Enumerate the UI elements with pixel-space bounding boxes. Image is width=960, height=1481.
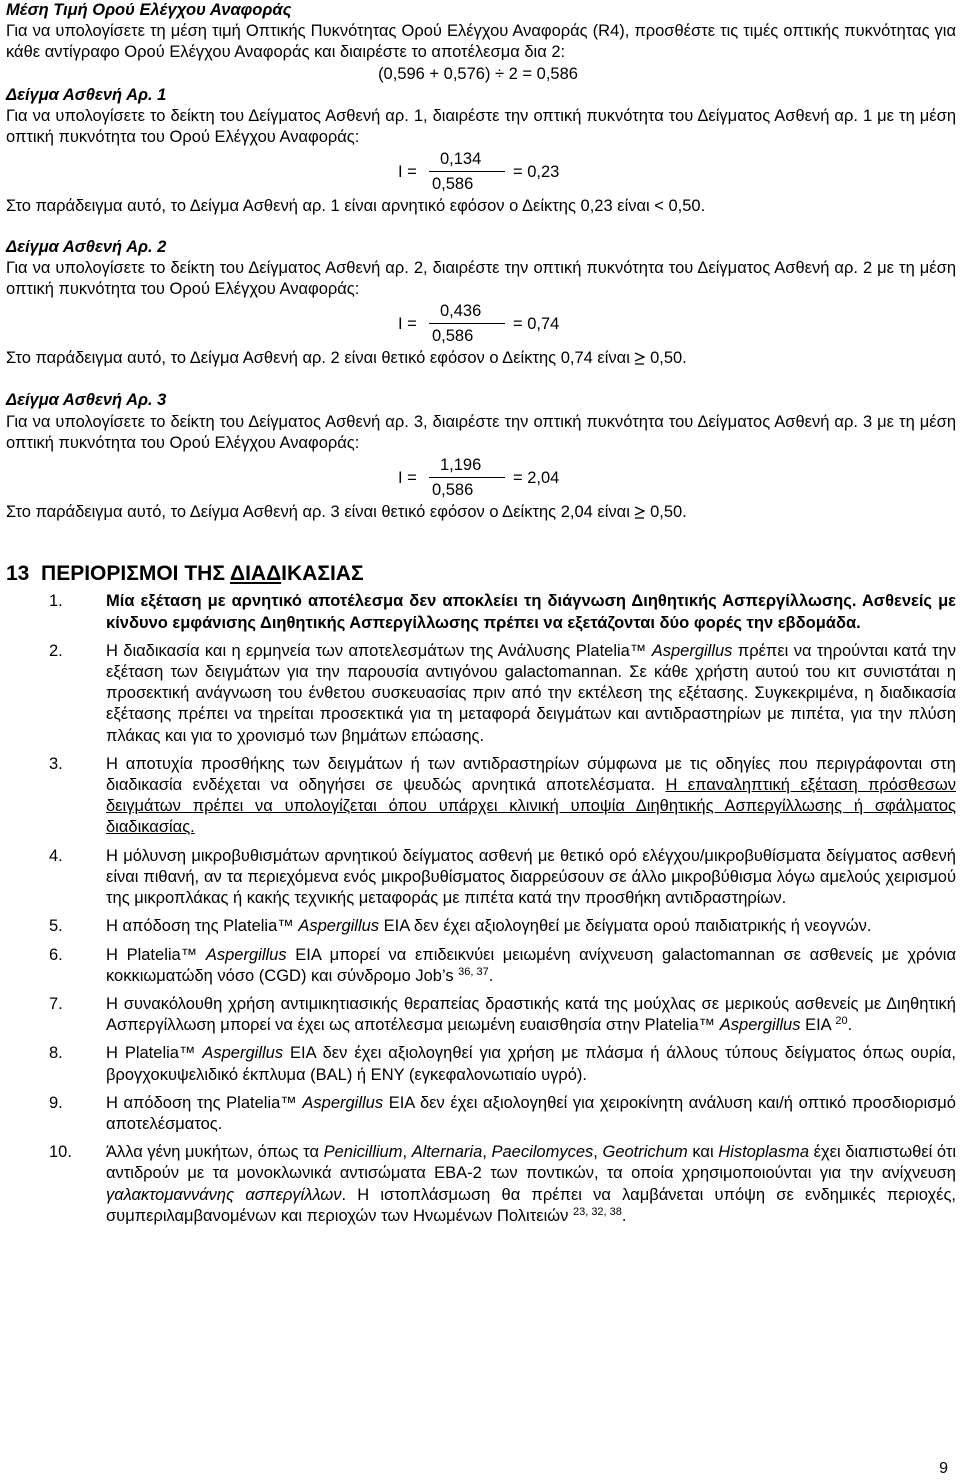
- list-item: 10. Άλλα γένη μυκήτων, όπως τα Penicillium, Alternaria, Paecilomyces, Geotrichum και Histoplasma έχει διαπιστωθεί ότι αντιδρούν με τα μονοκλωνικά αντισώματα EBA-2 των ποντικών, τα οποία χρησιμοποιούνται για την ανίχνευση γαλακτομαννάνης ασπεργίλλων. Η ιστοπλάσμωση θα πρέπει να λαμβάνεται υπόψη σε ενδημικές περιοχές, συμπεριλαμβανομένων και περιοχών των Ηνωμένων Πολιτειών $^{23, 32, 38}$.: [49, 1143, 957, 1225]
- formula-lhs: I =: [398, 315, 417, 334]
- page-number: 9: [939, 1460, 948, 1477]
- list-item: 1. Μία εξέταση με αρνητικό αποτέλεσμα δεν αποκλείει τη διάγνωση Διηθητικής Ασπεργίλλωσης. Ασθενείς με κίνδυνο εμφάνισης Διηθητικής Ασπεργίλλωσης πρέπει να εξετάζονται δύο φορές την εβδομάδα.: [49, 592, 956, 632]
- greater-equal-icon: [634, 350, 645, 371]
- list-item: 3. Η αποτυχία προσθήκης των δειγμάτων ή των αντιδραστηρίων σύμφωνα με τις οδηγίες που περιγράφονται στη διαδικασία ενδέχεται να οδηγήσει σε ψευδώς αρνητικά αποτελέσματα. Η επαναληπτική εξέταση πρόσθεσων δειγμάτων πρέπει να υπολογίζεται όπου υπάρχει κλινική υποψία Διηθητικής Ασπεργίλλωσης ή σφάλματος διαδικασίας.: [49, 754, 957, 837]
- sample-1-conclusion: Στο παράδειγμα αυτό, το Δείγμα Ασθενή αρ. 1 είναι αρνητικό εφόσον ο Δείκτης 0,23 είναι < 0,50.: [6, 197, 706, 216]
- formula-denominator: 0,586: [432, 327, 474, 346]
- list-item: 5. Η απόδοση της Platelia™ Aspergillus EIA δεν έχει αξιολογηθεί με δείγματα ορού παιδιατρικής ή νεογνών.: [49, 917, 872, 936]
- list-item: 9. Η απόδοση της Platelia™ Aspergillus EIA δεν έχει αξιολογηθεί για χειροκίνητη ανάλυση και/ή οπτικό προσδιορισμό αποτελέσματος.: [49, 1093, 956, 1133]
- list-item: 7. Η συνακόλουθη χρήση αντιμικητιασικής θεραπείας δραστικής κατά της μούχλας σε μερικούς ασθενείς με Διηθητική Ασπεργίλλωση μπορεί να έχει ως αποτέλεσμα μειωμένη ευαισθησία στην Platelia™ Aspergillus EIA $^{20}$.: [49, 994, 956, 1035]
- sample-2-text: Για να υπολογίσετε το δείκτη του Δείγματος Ασθενή αρ. 2, διαιρέστε την οπτική πυκνότητα του Δείγματος Ασθενή αρ. 2 με τη μέση οπτική πυκνότητα του Ορού Ελέγχου Αναφοράς:: [6, 258, 956, 299]
- sample-2-heading: Δείγμα Ασθενή Αρ. 2: [6, 237, 167, 256]
- formula-denominator: 0,586: [432, 481, 474, 500]
- sample-1-text: Για να υπολογίσετε το δείκτη του Δείγματος Ασθενή αρ. 1, διαιρέστε την οπτική πυκνότητα του Δείγματος Ασθενή αρ. 1 με τη μέση οπτική πυκνότητα του Ορού Ελέγχου Αναφοράς:: [6, 107, 956, 147]
- mean-text: Για να υπολογίσετε τη μέση τιμή Οπτικής Πυκνότητας Ορού Ελέγχου Αναφοράς (R4), προσθέστε τις τιμές οπτικής πυκνότητας για κάθε αντίγραφο Ορού Ελέγχου Αναφοράς και διαιρέστε το αποτέλεσμα δια 2:: [6, 22, 956, 62]
- formula-lhs: I =: [398, 469, 417, 488]
- list-item: 2. Η διαδικασία και η ερμηνεία των αποτελεσμάτων της Ανάλυσης Platelia™ Aspergillus πρέπει να τηρούνται κατά την εξέταση των δειγμάτων για την παρουσία αντιγόνου galactomannan. Σε κάθε χρήστη αυτού του κιτ συνιστάται η προσεκτική ανάγνωση του ένθετου συσκευασίας πριν από την εκτέλεση της εξέτασης. Συγκεκριμένα, η διαδικασία εξέτασης πρέπει να τηρείται προσεκτικά για τη μεταφορά δειγμάτων και αντιδραστηρίων με πιπέτα, για την πλύση πλάκας και για το χρονισμό των βημάτων επώασης.: [49, 641, 956, 745]
- limitations-list: [6, 591, 956, 1226]
- list-item: 6. Η Platelia™ Aspergillus EIA μπορεί να επιδεικνύει μειωμένη ανίχνευση galactomannan σε ασθενείς με χρόνια κοκκιωματώδη νόσο (CGD) και σύνδρομο Job’s $^{36, 37}$.: [49, 945, 957, 985]
- mean-formula: (0,596 + 0,576) ÷ 2 = 0,586: [378, 64, 578, 83]
- list-item: 4. Η μόλυνση μικροβυθισμάτων αρνητικού δείγματος ασθενή με θετικό ορό ελέγχου/μικροβυθίσματα δείγματος ασθενή είναι πιθανή, αν τα περιεχόμενα ενός μικροβυθίσματος διαρρεύσουν σε άλλο μικροβύθισμα λόγω αμελούς χειρισμού της μικροπλάκας ή κακής τεχνικής μεταφοράς με πιπέτα κατά την προσθήκη αντιδραστηρίων.: [49, 846, 956, 908]
- formula-numerator: 0,134: [440, 150, 482, 169]
- sample-1-heading: Δείγμα Ασθενή Αρ. 1: [6, 85, 167, 104]
- fraction-bar: [429, 477, 505, 478]
- formula-result: = 0,74: [513, 315, 560, 334]
- formula-numerator: 0,436: [440, 302, 482, 321]
- formula-lhs: I =: [398, 163, 417, 182]
- section-heading: 13 ΠΕΡΙΟΡΙΣΜΟΙ ΤΗΣ ΔΙΑΔΙΚΑΣΙΑΣ: [6, 562, 364, 586]
- sample-3-conclusion: Στο παράδειγμα αυτό, το Δείγμα Ασθενή αρ. 3 είναι θετικό εφόσον ο Δείκτης 2,04 είναι 0,50.: [6, 502, 956, 525]
- fraction-bar: [429, 171, 505, 172]
- formula-result: = 0,23: [513, 163, 560, 182]
- sample-3-formula: [6, 454, 956, 502]
- sample-3-heading: Δείγμα Ασθενή Αρ. 3: [6, 391, 167, 410]
- formula-denominator: 0,586: [432, 175, 474, 194]
- sample-2-formula: [6, 300, 956, 348]
- document-page: [6, 0, 956, 1234]
- greater-equal-icon: [634, 504, 645, 525]
- mean-heading: Μέση Τιμή Ορού Ελέγχου Αναφοράς: [6, 1, 292, 19]
- sample-1-formula: [6, 148, 956, 196]
- list-item: 8. Η Platelia™ Aspergillus EIA δεν έχει αξιολογηθεί για χρήση με πλάσμα ή άλλους τύπους δείγματος όπως ουρία, βρογχοκυψελιδικό έκπλυμα (BAL) ή ENY (εγκεφαλονωτιαίο υγρό).: [49, 1044, 956, 1084]
- sample-2-conclusion: Στο παράδειγμα αυτό, το Δείγμα Ασθενή αρ. 2 είναι θετικό εφόσον ο Δείκτης 0,74 είναι 0,50.: [6, 348, 956, 371]
- formula-numerator: 1,196: [440, 456, 482, 475]
- fraction-bar: [429, 323, 505, 324]
- formula-result: = 2,04: [513, 469, 560, 488]
- sample-3-text: Για να υπολογίσετε το δείκτη του Δείγματος Ασθενή αρ. 3, διαιρέστε την οπτική πυκνότητα του Δείγματος Ασθενή αρ. 3 με τη μέση οπτική πυκνότητα του Ορού Ελέγχου Αναφοράς:: [6, 412, 956, 452]
